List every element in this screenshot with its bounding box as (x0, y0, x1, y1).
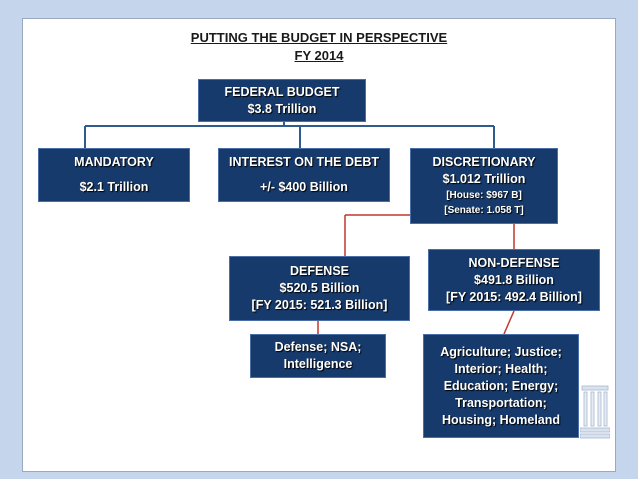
discretionary-house: [House: $967 B] (446, 190, 522, 201)
federal-budget-box (198, 79, 366, 122)
federal-budget-amount: $3.8 Trillion (247, 101, 317, 116)
nondefense-detail-line-5: Housing; Homeland (441, 412, 561, 427)
nondefense-detail-line-2: Interior; Health; (454, 361, 548, 376)
defense-label: DEFENSE (289, 264, 350, 278)
discretionary-senate: [Senate: 1.058 T] (444, 205, 524, 216)
mandatory-amount: $2.1 Trillion (79, 180, 149, 194)
interest-label: INTEREST ON THE DEBT (228, 155, 379, 169)
nondefense-box (428, 249, 600, 311)
connector-nondefense-detail (504, 311, 514, 334)
nondefense-detail-line-4: Transportation; (455, 395, 547, 410)
interest-box (218, 148, 390, 202)
nondefense-detail-line-3: Education; Energy; (443, 378, 559, 393)
federal-budget-label: FEDERAL BUDGET (224, 84, 340, 99)
defense-detail-line-1: Defense; NSA; (274, 340, 362, 354)
defense-fy2015: [FY 2015: 521.3 Billion] (251, 298, 388, 312)
title-line-1: PUTTING THE BUDGET IN PERSPECTIVE (190, 30, 448, 45)
nondefense-label: NON-DEFENSE (468, 255, 560, 270)
defense-box (229, 256, 410, 321)
defense-detail-box (250, 334, 386, 378)
discretionary-box (410, 148, 558, 224)
nondefense-amount: $491.8 Billion (474, 272, 554, 287)
defense-amount: $520.5 Billion (279, 281, 360, 295)
capitol-building-icon (580, 378, 610, 440)
discretionary-amount: $1.012 Trillion (442, 172, 526, 186)
mandatory-box (38, 148, 190, 202)
nondefense-detail-line-1: Agriculture; Justice; (440, 344, 562, 359)
title-line-2: FY 2014 (294, 48, 344, 63)
nondefense-fy2015: [FY 2015: 492.4 Billion] (446, 289, 582, 304)
nondefense-detail-box (423, 334, 579, 438)
discretionary-label: DISCRETIONARY (432, 155, 536, 169)
interest-amount: +/- $400 Billion (260, 180, 348, 194)
mandatory-label: MANDATORY (74, 155, 154, 169)
defense-detail-line-2: Intelligence (283, 357, 353, 371)
